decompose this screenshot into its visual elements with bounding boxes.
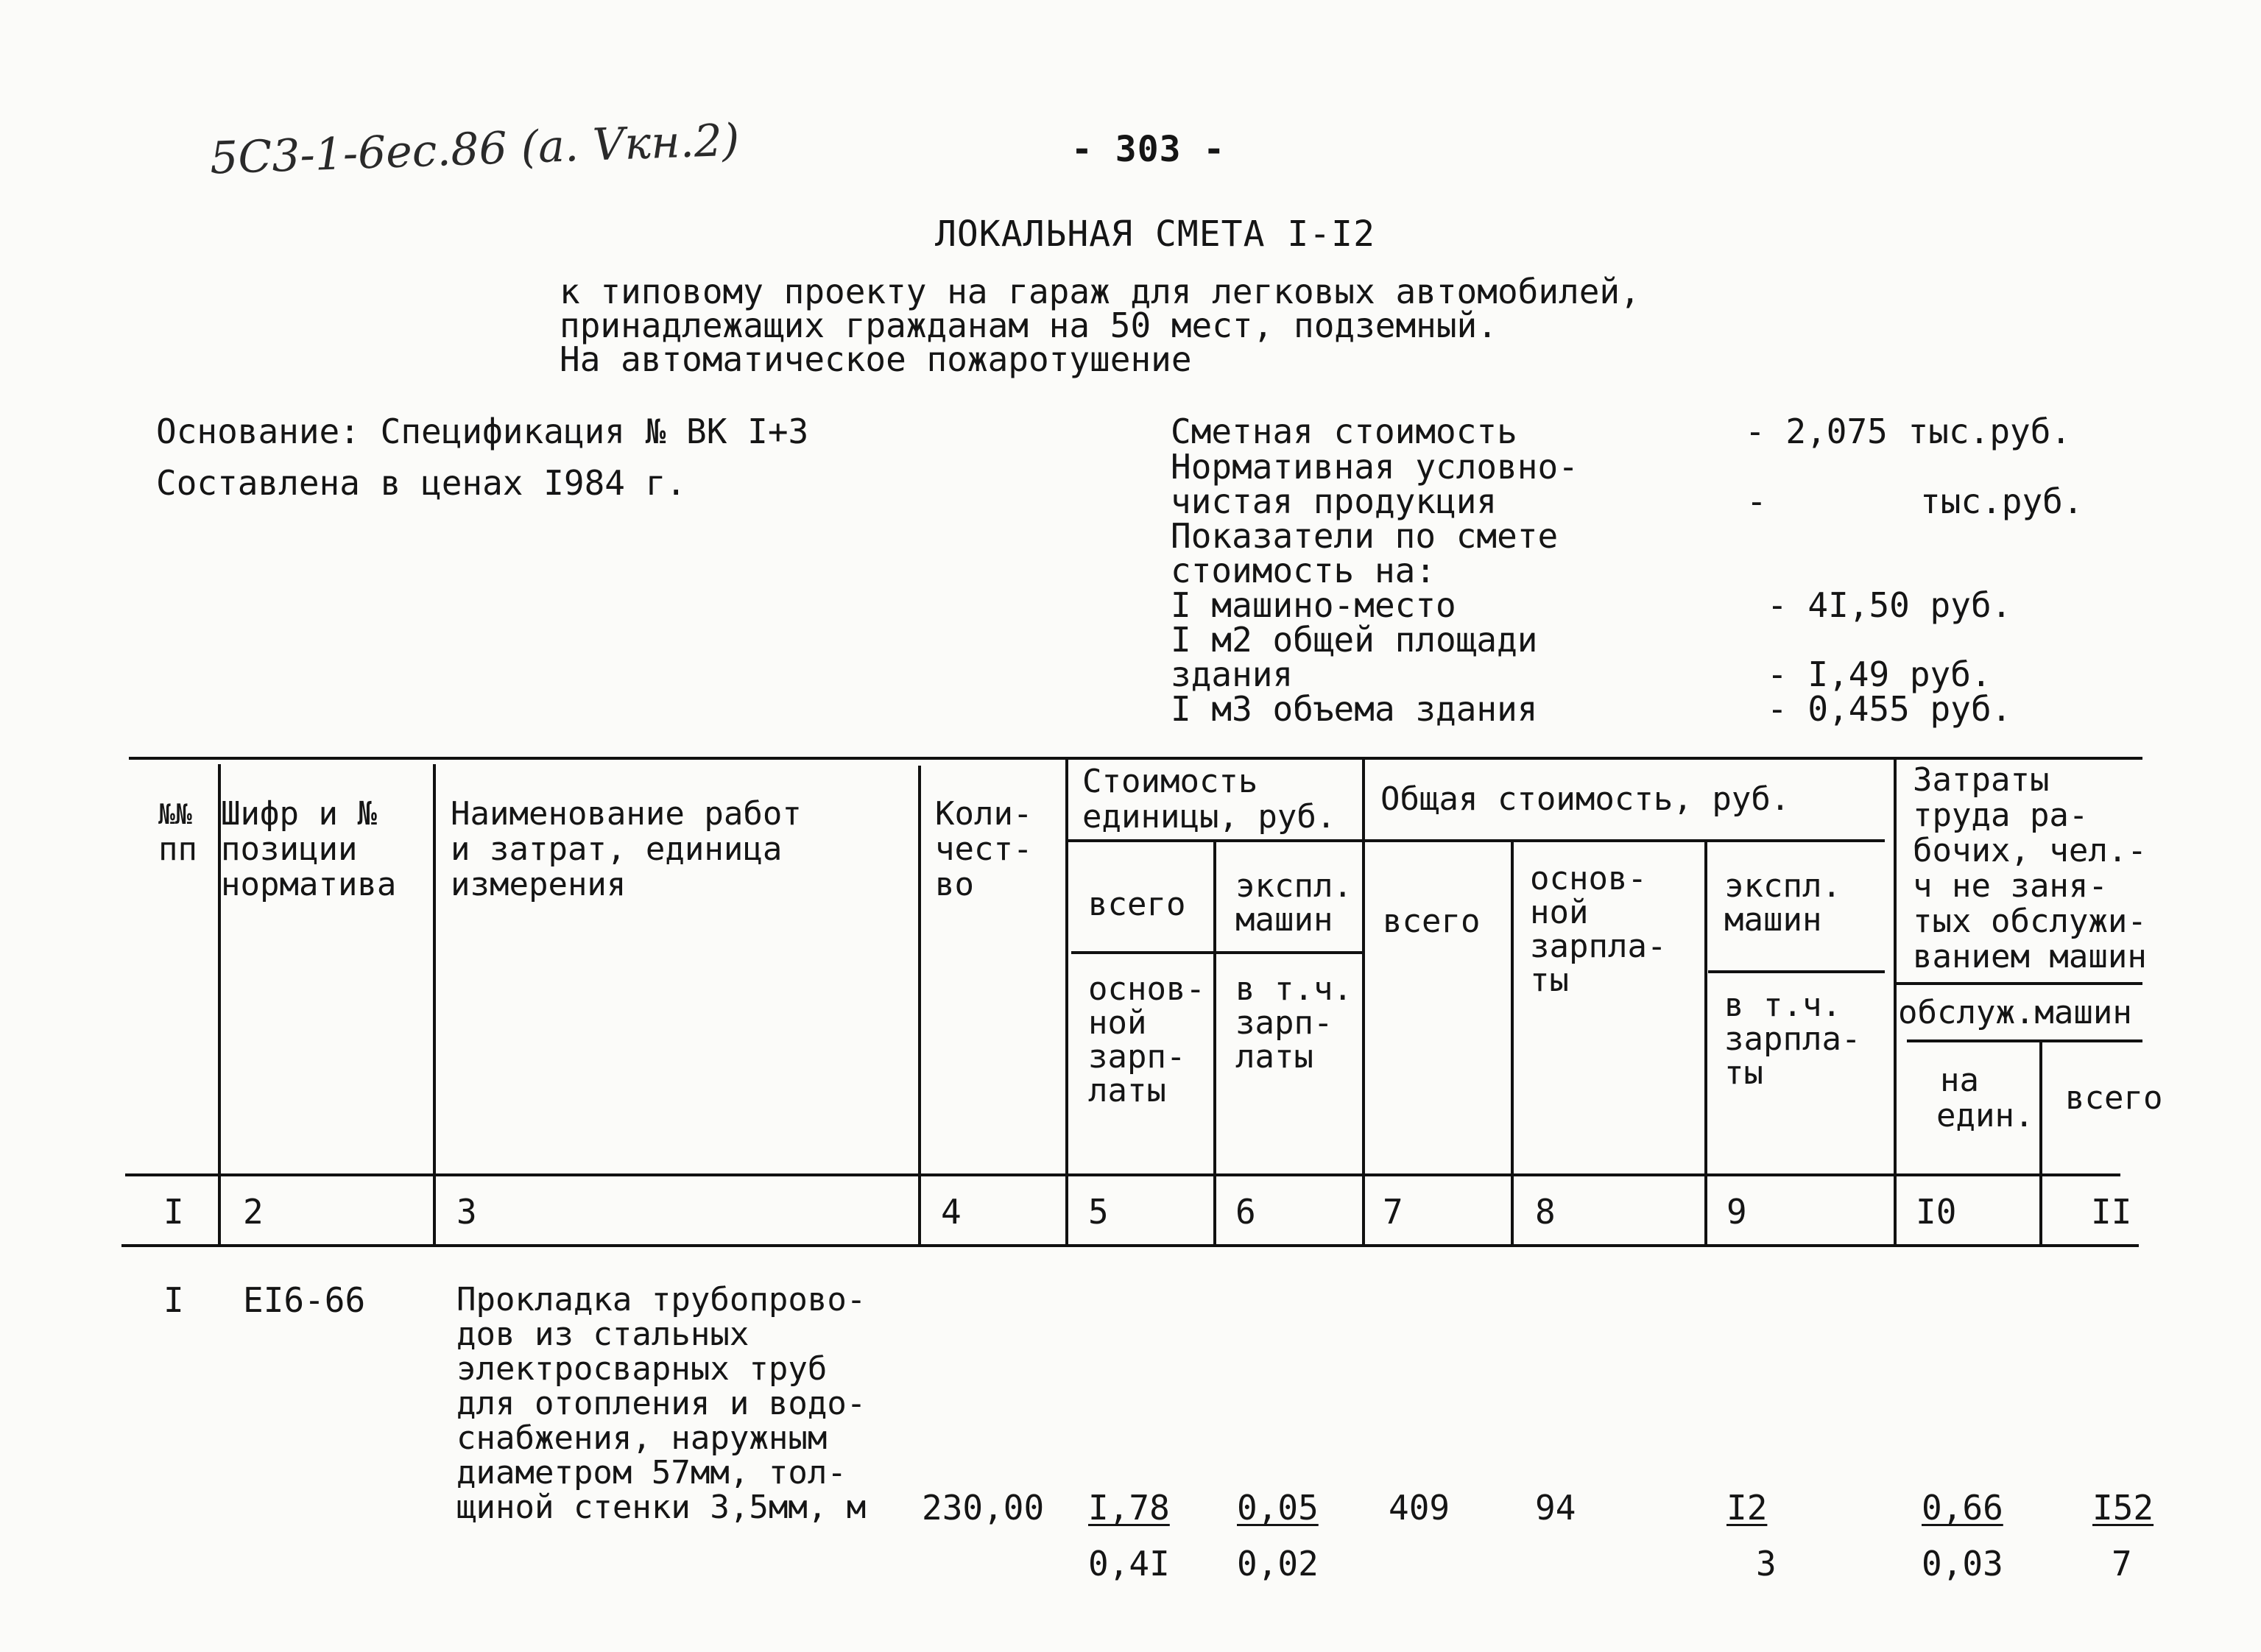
header-code-line-2: позиции bbox=[221, 830, 358, 868]
row-description-line-5: снабжения, наружным bbox=[456, 1419, 828, 1457]
row-quantity: 230,00 bbox=[922, 1488, 1045, 1528]
header-unit-incl-wage-line-2: зарп- bbox=[1235, 1004, 1333, 1042]
header-unit-incl-wage-line-1: в т.ч. bbox=[1235, 970, 1352, 1008]
row-description-line-4: для отопления и водо- bbox=[456, 1385, 867, 1422]
column-number-10: I0 bbox=[1916, 1192, 1957, 1232]
header-quantity-line-2: чест- bbox=[935, 830, 1033, 868]
header-total-wage-line-3: зарпла- bbox=[1530, 928, 1667, 965]
row-description-line-1: Прокладка трубопрово- bbox=[456, 1281, 867, 1319]
header-total-incl-wage-line-2: зарпла- bbox=[1724, 1020, 1861, 1058]
row-labor-total-service: 7 bbox=[2112, 1544, 2132, 1584]
header-labor-per-unit-line-1: на bbox=[1940, 1062, 1979, 1099]
column-number-1: I bbox=[163, 1192, 184, 1232]
header-code-line-1: Шифр и № bbox=[221, 795, 377, 833]
handwritten-archive-code: 5С3-1-6ес.86 (а. Vкн.2) bbox=[208, 114, 741, 185]
per-m2-label-1: I м2 общей площади bbox=[1171, 620, 1538, 660]
estimated-cost-label: Сметная стоимость bbox=[1171, 412, 1517, 451]
basis-prices-year: Составлена в ценах I984 г. bbox=[156, 463, 687, 503]
header-quantity-line-1: Коли- bbox=[935, 795, 1033, 833]
column-number-9: 9 bbox=[1726, 1192, 1747, 1232]
subtitle-line-1: к типовому проекту на гараж для легковых автомобилей, bbox=[560, 272, 1640, 311]
column-number-7: 7 bbox=[1383, 1192, 1403, 1232]
header-code-line-3: норматива bbox=[221, 866, 397, 903]
header-unit-machines-line-1: экспл. bbox=[1235, 867, 1352, 905]
indicators-label-2: стоимость на: bbox=[1171, 551, 1436, 590]
per-parking-space-label: I машино-место bbox=[1171, 585, 1456, 625]
row-description-line-7: щиной стенки 3,5мм, м bbox=[456, 1489, 867, 1526]
indicators-label-1: Показатели по смете bbox=[1171, 516, 1559, 556]
row-unit-total: I,78 bbox=[1088, 1488, 1170, 1528]
header-quantity-line-3: во bbox=[935, 866, 974, 903]
row-labor-total: I52 bbox=[2092, 1488, 2154, 1528]
header-total-cost: Общая стоимость, руб. bbox=[1380, 780, 1791, 818]
column-number-5: 5 bbox=[1088, 1192, 1109, 1232]
header-labor-line-6: ванием машин bbox=[1913, 938, 2147, 975]
subtitle-line-3: На автоматическое пожаротушение bbox=[560, 339, 1192, 379]
header-unit-machines-line-2: машин bbox=[1235, 901, 1333, 939]
row-total-incl-wage: 3 bbox=[1756, 1544, 1777, 1584]
header-unit-cost-line-2: единицы, руб. bbox=[1082, 798, 1336, 836]
normative-output-dash: - bbox=[1746, 481, 1767, 521]
column-number-2: 2 bbox=[243, 1192, 264, 1232]
row-total-all: 409 bbox=[1389, 1488, 1450, 1528]
row-number: I bbox=[163, 1280, 184, 1320]
header-labor-per-unit-line-2: един. bbox=[1936, 1097, 2034, 1134]
estimated-cost-value: - 2,075 тыс.руб. bbox=[1745, 412, 2072, 451]
row-description-line-2: дов из стальных bbox=[456, 1316, 749, 1353]
row-unit-machines: 0,05 bbox=[1237, 1488, 1319, 1528]
row-description-line-3: электросварных труб bbox=[456, 1350, 828, 1388]
header-unit-incl-wage-line-3: латы bbox=[1235, 1038, 1313, 1076]
header-unit-wage-line-2: ной bbox=[1088, 1004, 1147, 1042]
page-number: - 303 - bbox=[1071, 129, 1226, 170]
header-total-wage-line-2: ной bbox=[1530, 894, 1589, 931]
header-total-all: всего bbox=[1383, 903, 1481, 940]
column-number-6: 6 bbox=[1235, 1192, 1256, 1232]
header-labor-total: всего bbox=[2065, 1079, 2163, 1117]
header-total-wage-line-4: ты bbox=[1530, 961, 1569, 999]
header-labor-line-3: бочих, чел.- bbox=[1913, 832, 2147, 869]
normative-output-label-1: Нормативная условно- bbox=[1171, 447, 1579, 487]
header-total-incl-wage-line-3: ты bbox=[1724, 1054, 1763, 1092]
column-number-11: II bbox=[2091, 1192, 2132, 1232]
header-number-line-2: пп bbox=[158, 830, 197, 868]
header-work-name-line-1: Наименование работ bbox=[451, 795, 802, 833]
header-unit-wage-line-3: зарп- bbox=[1088, 1038, 1186, 1076]
header-unit-cost-line-1: Стоимость bbox=[1082, 763, 1258, 800]
header-unit-wage-line-4: латы bbox=[1088, 1072, 1166, 1109]
basis-specification: Основание: Спецификация № ВК I+3 bbox=[156, 412, 809, 451]
column-number-8: 8 bbox=[1535, 1192, 1556, 1232]
per-m3-value: - 0,455 руб. bbox=[1767, 689, 2012, 729]
header-total-incl-wage-line-1: в т.ч. bbox=[1724, 986, 1841, 1024]
header-number-line-1: №№ bbox=[158, 798, 192, 830]
header-work-name-line-3: измерения bbox=[451, 866, 627, 903]
header-unit-wage-line-1: основ- bbox=[1088, 970, 1205, 1008]
row-total-machines: I2 bbox=[1726, 1488, 1768, 1528]
row-unit-incl-wage: 0,02 bbox=[1237, 1544, 1319, 1584]
header-total-wage-line-1: основ- bbox=[1530, 860, 1647, 897]
row-total-base-wage: 94 bbox=[1535, 1488, 1576, 1528]
per-m2-value: - I,49 руб. bbox=[1767, 654, 1992, 694]
header-work-name-line-2: и затрат, единица bbox=[451, 830, 783, 868]
header-labor-line-1: Затраты bbox=[1913, 761, 2050, 799]
header-labor-service: обслуж.машин bbox=[1898, 994, 2132, 1031]
row-labor-per-unit-service: 0,03 bbox=[1922, 1544, 2003, 1584]
row-code: EI6-66 bbox=[243, 1280, 366, 1320]
subtitle-line-2: принадлежащих гражданам на 50 мест, подземный. bbox=[560, 306, 1498, 345]
header-labor-line-2: труда ра- bbox=[1913, 797, 2089, 834]
row-unit-base-wage: 0,4I bbox=[1088, 1544, 1170, 1584]
column-number-4: 4 bbox=[941, 1192, 962, 1232]
per-m2-label-2: здания bbox=[1171, 654, 1294, 694]
row-description-line-6: диаметром 57мм, тол- bbox=[456, 1454, 847, 1492]
normative-output-unit: тыс.руб. bbox=[1920, 481, 2084, 521]
header-labor-line-4: ч не заня- bbox=[1913, 867, 2108, 905]
column-number-3: 3 bbox=[456, 1192, 477, 1232]
per-m3-label: I м3 объема здания bbox=[1171, 689, 1538, 729]
header-unit-total: всего bbox=[1088, 886, 1186, 923]
normative-output-label-2: чистая продукция bbox=[1171, 481, 1498, 521]
per-parking-space-value: - 4I,50 руб. bbox=[1767, 585, 2012, 625]
header-total-machines-line-2: машин bbox=[1724, 901, 1822, 939]
row-labor-per-unit: 0,66 bbox=[1922, 1488, 2003, 1528]
header-labor-line-5: тых обслужи- bbox=[1913, 903, 2147, 940]
document-title: ЛОКАЛЬНАЯ СМЕТА I-I2 bbox=[935, 213, 1375, 255]
header-total-machines-line-1: экспл. bbox=[1724, 867, 1841, 905]
